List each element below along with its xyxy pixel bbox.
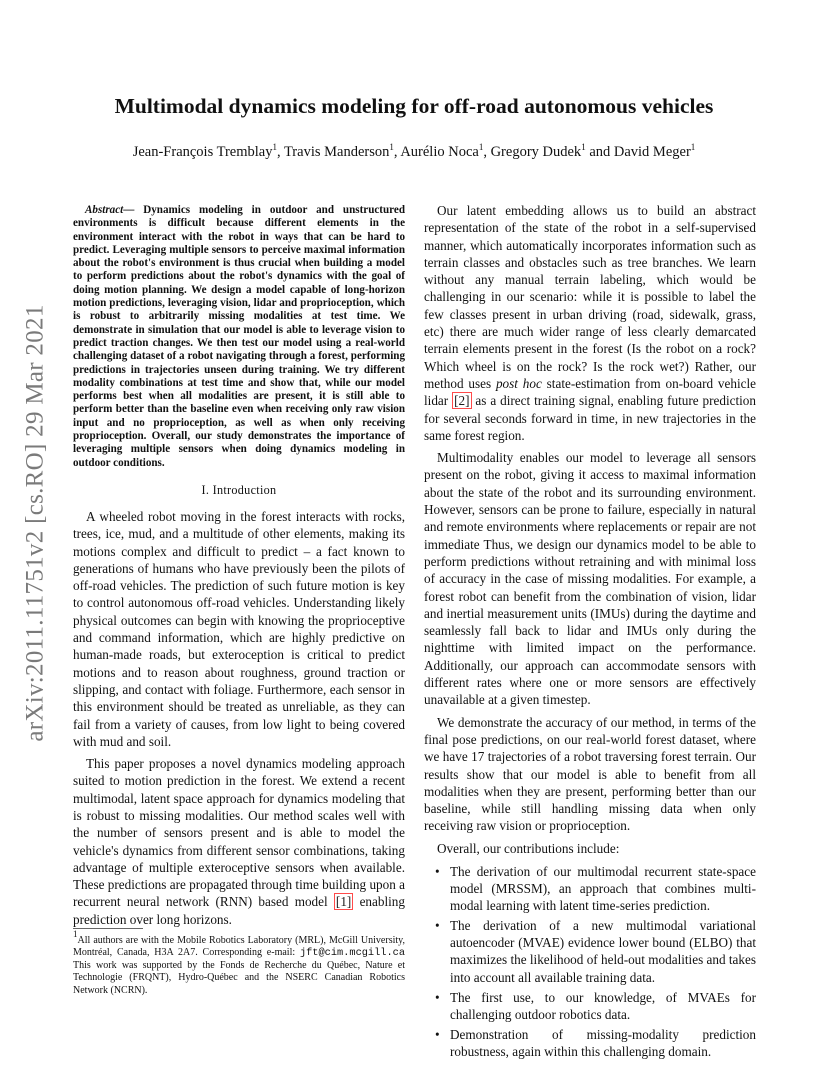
contact-email: jft@cim.mcgill.ca [299, 947, 405, 960]
footnote-mark: 1 [73, 929, 78, 939]
list-item [424, 863, 756, 914]
contributions-intro: Overall, our contributions include: [437, 840, 620, 856]
author-name: Jean-François Tremblay [132, 144, 273, 160]
arxiv-identifier-text: arXiv:2011.11751v2 [cs.RO] 29 Mar 2021 [22, 304, 49, 742]
author-list [60, 144, 768, 161]
paragraph-text: Our latent embedding allows us to build an abstract representation of the state of the robot in a self-supervised manner, which automatically incorporates information such as terrain classes and obstacles such as tree branches. We learn without any manual terrain labeling, which would be challenging in our scenario: while it is possible to label the few classes present in urban driving (road, sidewalk, grass, etc) there are much wider range of less clearly demarcated terrain elements present in the forest (Is the robot on a rock? Which wheel is on the rock? Is the rock wet?) Rather, our method uses [424, 203, 756, 391]
contributions-list [424, 863, 756, 1060]
list-item [424, 989, 756, 1023]
author-separator: and [585, 144, 614, 160]
footnote [73, 929, 405, 997]
author-name: Travis Manderson [283, 144, 390, 160]
bullet-icon: • [435, 1026, 440, 1042]
author-separator: , [483, 144, 491, 160]
intro-paragraph-5: We demonstrate the accuracy of our method, in terms of the final pose predictions, on our real-world forest dataset, where we have 17 trajectories of a robot traversing forest terrain. Our results show that our model is able to benefit from all modalities when they are present, performing better than our baseline, while still handling missing data when only receiving raw vision or proprioception. [424, 714, 756, 834]
section-heading-introduction: I. Introduction [201, 482, 277, 497]
abstract [73, 204, 405, 470]
bullet-icon: • [435, 918, 440, 934]
intro-paragraph-3 [424, 202, 756, 444]
list-item-text: Demonstration of missing-modality prediction robustness, again within this challenging domain. [450, 1026, 756, 1059]
paragraph-text-mid: state-estimation from on-board vehicle lidar [424, 375, 756, 409]
author-affiliation-mark: 1 [389, 142, 394, 152]
intro-paragraph-4: Multimodality enables our model to leverage all sensors present on the robot, giving it access to maximal information about the state of the robot and its surrounding environment. However, sensors can be prone to failure, especially in natural and remote environments where replacements or repair are not immediate Thus, we design our dynamics model to be able to perform predictions without retraining and with minimal loss of accuracy in the case of missing modalities. For example, a forest robot can benefit from the combination of vision, lidar and inertial measurement units (IMUs) during the daytime and seamlessly fall back to lidar and IMUs only during the nighttime with limited impact on the performance. Additionally, our approach can accommodate sensors with different rates where one or more sensors are effectively unavailable at a given timestep. [424, 450, 756, 708]
paragraph-text-tail: as a direct training signal, enabling future prediction for several seconds forward in time, in new trajectories in the same forest region. [424, 393, 756, 443]
intro-paragraph-2 [73, 755, 405, 928]
list-item [424, 1026, 756, 1060]
author-affiliation-mark: 1 [272, 142, 277, 152]
list-item-text: The derivation of our multimodal recurrent state-space model (MRSSM), an approach that combines multi-modal learning with latent time-series prediction. [450, 863, 756, 914]
paper-title: Multimodal dynamics modeling for off-road autonomous vehicles [114, 94, 714, 118]
bullet-icon: • [435, 989, 440, 1005]
author-separator: , [393, 144, 401, 160]
author-affiliation-mark: 1 [690, 142, 696, 152]
intro-paragraph-2-tail: enabling prediction over long horizons. [73, 894, 405, 927]
author-affiliation-mark: 1 [478, 142, 484, 152]
author-name: Aurélio Noca [400, 144, 479, 160]
list-item-text: The first use, to our knowledge, of MVAEs for challenging outdoor robotics data. [450, 989, 756, 1022]
right-column [424, 202, 756, 1063]
abstract-dash: — [123, 204, 135, 216]
citation-link-1[interactable]: [1] [335, 894, 352, 910]
list-item-text: The derivation of a new multimodal variational autoencoder (MVAE) evidence lower bound (ELBO) that maximizes the likelihood of held-out modalities and takes into account all available training data. [450, 918, 756, 985]
author-name: Gregory Dudek [490, 144, 582, 160]
abstract-text: Dynamics modeling in outdoor and unstructured environments is difficult because different elements in the environment interact with the robot in ways that can be hard to predict. Leveraging multiple sensors to perceive maximal information about the robot's environment is thus crucial when building a model to perform predictions about the robot's dynamics with the goal of doing motion planning. We design a model capable of long-horizon motion predictions, leveraging vision, lidar and proprioception, which is robust to arbitrarily missing modalities at test time. We demonstrate in simulation that our model is able to leverage vision to predict traction changes. We then test our model using a real-world challenging dataset of a robot navigating through a forest, performing predictions in trajectories unseen during training. We try different modality combinations at test time and show that, while our model performs best when all modalities are present, it is still able to perform better than the baseline even when receiving only raw vision input and no proprioception, as well as when only receiving proprioception. Overall, our study demonstrates the importance of leveraging multiple sensors when doing dynamics modeling in outdoor conditions. [73, 204, 405, 469]
author-separator: , [276, 144, 284, 160]
footnote-text-tail: This work was supported by the Fonds de Recherche du Québec, Nature et Technologie (FRQNT), Hydro-Québec and the NSERC Canadian Robotics Network (NCRN). [73, 959, 405, 996]
footnote-divider [73, 928, 143, 929]
intro-paragraph-1: A wheeled robot moving in the forest interacts with rocks, trees, ice, mud, and a multitude of other elements, making its motions complex and difficult to predict – a fact known to generations of humans who have previously been the pilots of off-road vehicles. The prediction of such future motion is key to control autonomous off-road vehicles. Understanding likely physical outcomes can begin with knowing the proprioceptive and command information, which are highly predictive on human-made roads, but exteroception is critical to predict motions and to reason about roughness, ground traction or slipping, and contact with foliage. Furthermore, each sensor in this environment should be treated as unreliable, as they can fail from a variety of causes, from low light to being covered with mud and soil. [73, 508, 405, 749]
author-name: David Meger [613, 144, 691, 160]
abstract-label: Abstract [85, 204, 124, 216]
list-item [424, 917, 756, 985]
arxiv-identifier [12, 283, 60, 763]
left-column [73, 204, 405, 928]
bullet-icon: • [435, 863, 440, 879]
citation-link-2[interactable]: [2] [454, 393, 470, 409]
emphasis-post-hoc: post hoc [495, 375, 542, 391]
intro-paragraph-2-text: This paper proposes a novel dynamics modeling approach suited to motion prediction in the forest. We extend a recent multimodal, latent space approach for dynamics modeling that is robust to missing modalities. Our method scales well with the number of sensors present and is able to model the vehicle's dynamics from different sensor combinations, taking advantage of multiple exteroceptive sensors when available. These predictions are propagated through time building upon a recurrent neural network (RNN) based model [73, 756, 405, 910]
footnote-text: All authors are with the Mobile Robotics Laboratory (MRL), McGill University, Montréal, Canada, H3A 2A7. Corresponding e-mail: [73, 935, 405, 959]
author-affiliation-mark: 1 [581, 142, 586, 152]
